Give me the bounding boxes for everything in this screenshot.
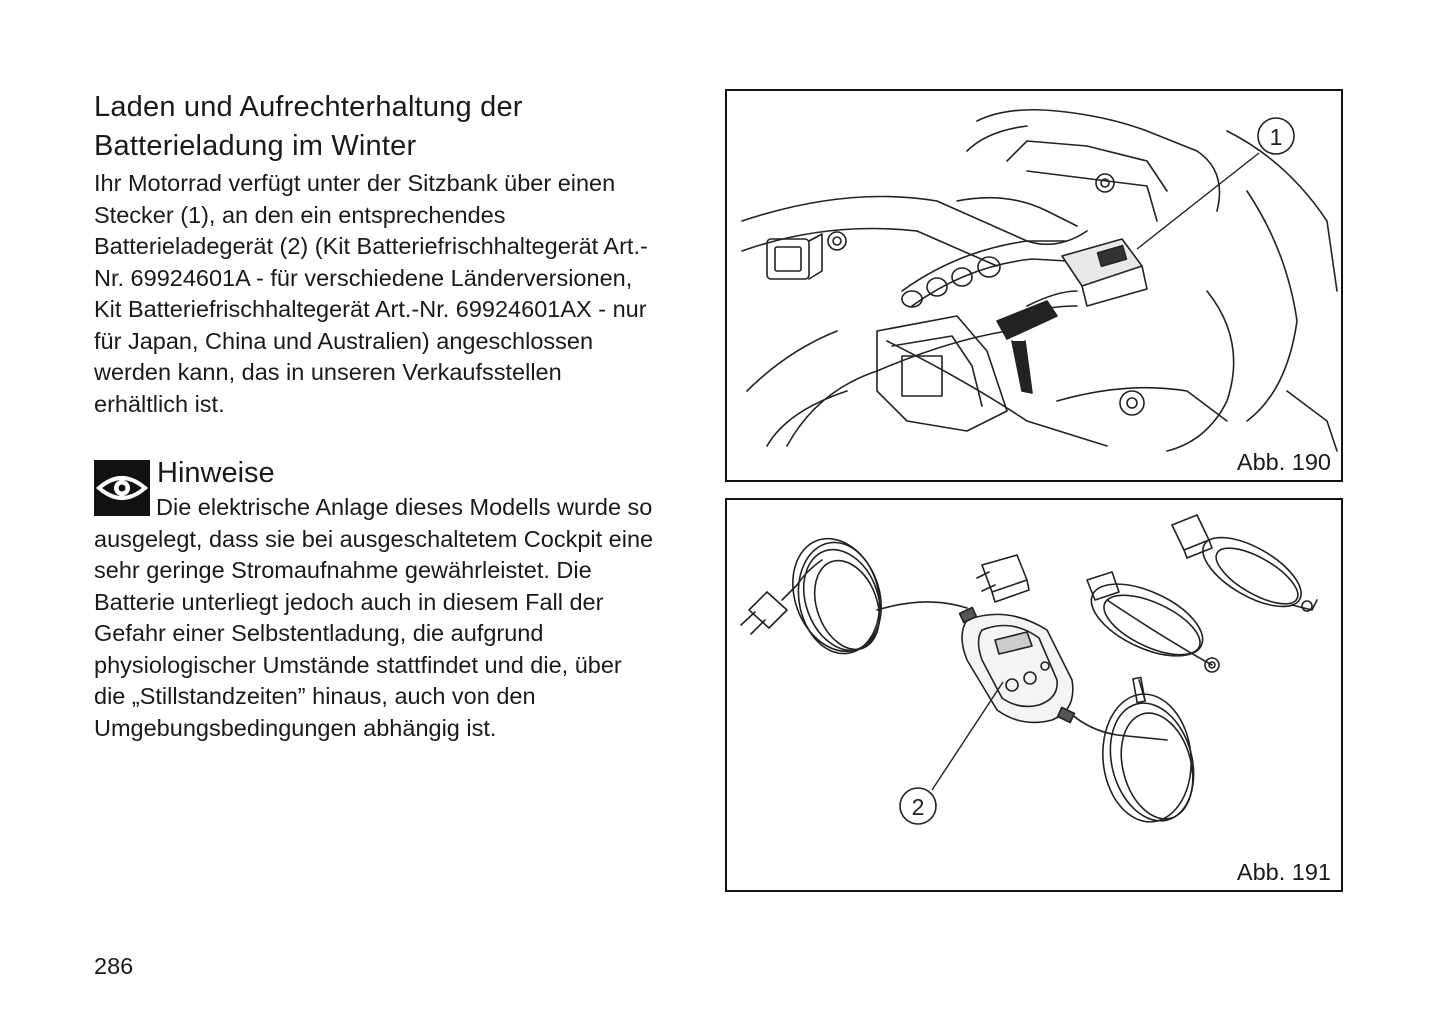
- body-line: für Japan, China und Australien) angeschlossen: [94, 327, 594, 354]
- body-line: werden kann, das in unseren Verkaufsstellen: [94, 359, 562, 385]
- figure-190: [725, 89, 1343, 482]
- callout-2-label: 2: [911, 794, 925, 820]
- section-title-line: Laden und Aufrechterhaltung der: [94, 91, 523, 123]
- motorcycle-connector-illustration: [727, 91, 1341, 480]
- body-line: Nr. 69924601A - für verschiedene Länderversionen,: [94, 264, 633, 291]
- body-line: erhältlich ist.: [94, 390, 225, 417]
- note-body: [94, 492, 653, 744]
- section-title-line: Batterieladung im Winter: [94, 130, 417, 162]
- body-line: Kit Batteriefrischhaltegerät Art.-Nr. 69924601AX - nur: [94, 296, 647, 322]
- callout-1-label: 1: [1269, 124, 1283, 150]
- note-heading: Hinweise: [157, 457, 275, 489]
- figure-caption: Abb. 191: [1236, 859, 1331, 885]
- section-title: [94, 88, 709, 166]
- figure-191: [725, 498, 1343, 892]
- note-line: Batterie unterliegt jedoch auch in diesem Fall der: [94, 588, 604, 615]
- battery-charger-illustration: [727, 500, 1341, 890]
- figure-caption: Abb. 190: [1236, 449, 1331, 475]
- note-line: Gefahr einer Selbstentladung, die aufgrund: [94, 620, 544, 646]
- note-line: sehr geringe Stromaufnahme gewährleistet. Die: [94, 557, 592, 583]
- body-line: Stecker (1), an den ein entsprechendes: [94, 201, 506, 228]
- section-body: [94, 168, 709, 420]
- page-number: 286: [94, 953, 134, 979]
- section: [94, 88, 709, 420]
- note-line: ausgelegt, dass sie bei ausgeschaltetem Cockpit eine: [94, 525, 654, 552]
- note-line: physiologischer Umstände stattfindet und die, über: [94, 651, 622, 678]
- body-line: Ihr Motorrad verfügt unter der Sitzbank über einen: [94, 170, 616, 196]
- note-line: Umgebungsbedingungen abhängig ist.: [94, 714, 497, 741]
- body-line: Batterieladegerät (2) (Kit Batteriefrischhaltegerät Art.-: [94, 233, 648, 259]
- note-line: die „Stillstandzeiten” hinaus, auch von den: [94, 683, 536, 709]
- note-line: Die elektrische Anlage dieses Modells wurde so: [156, 494, 653, 520]
